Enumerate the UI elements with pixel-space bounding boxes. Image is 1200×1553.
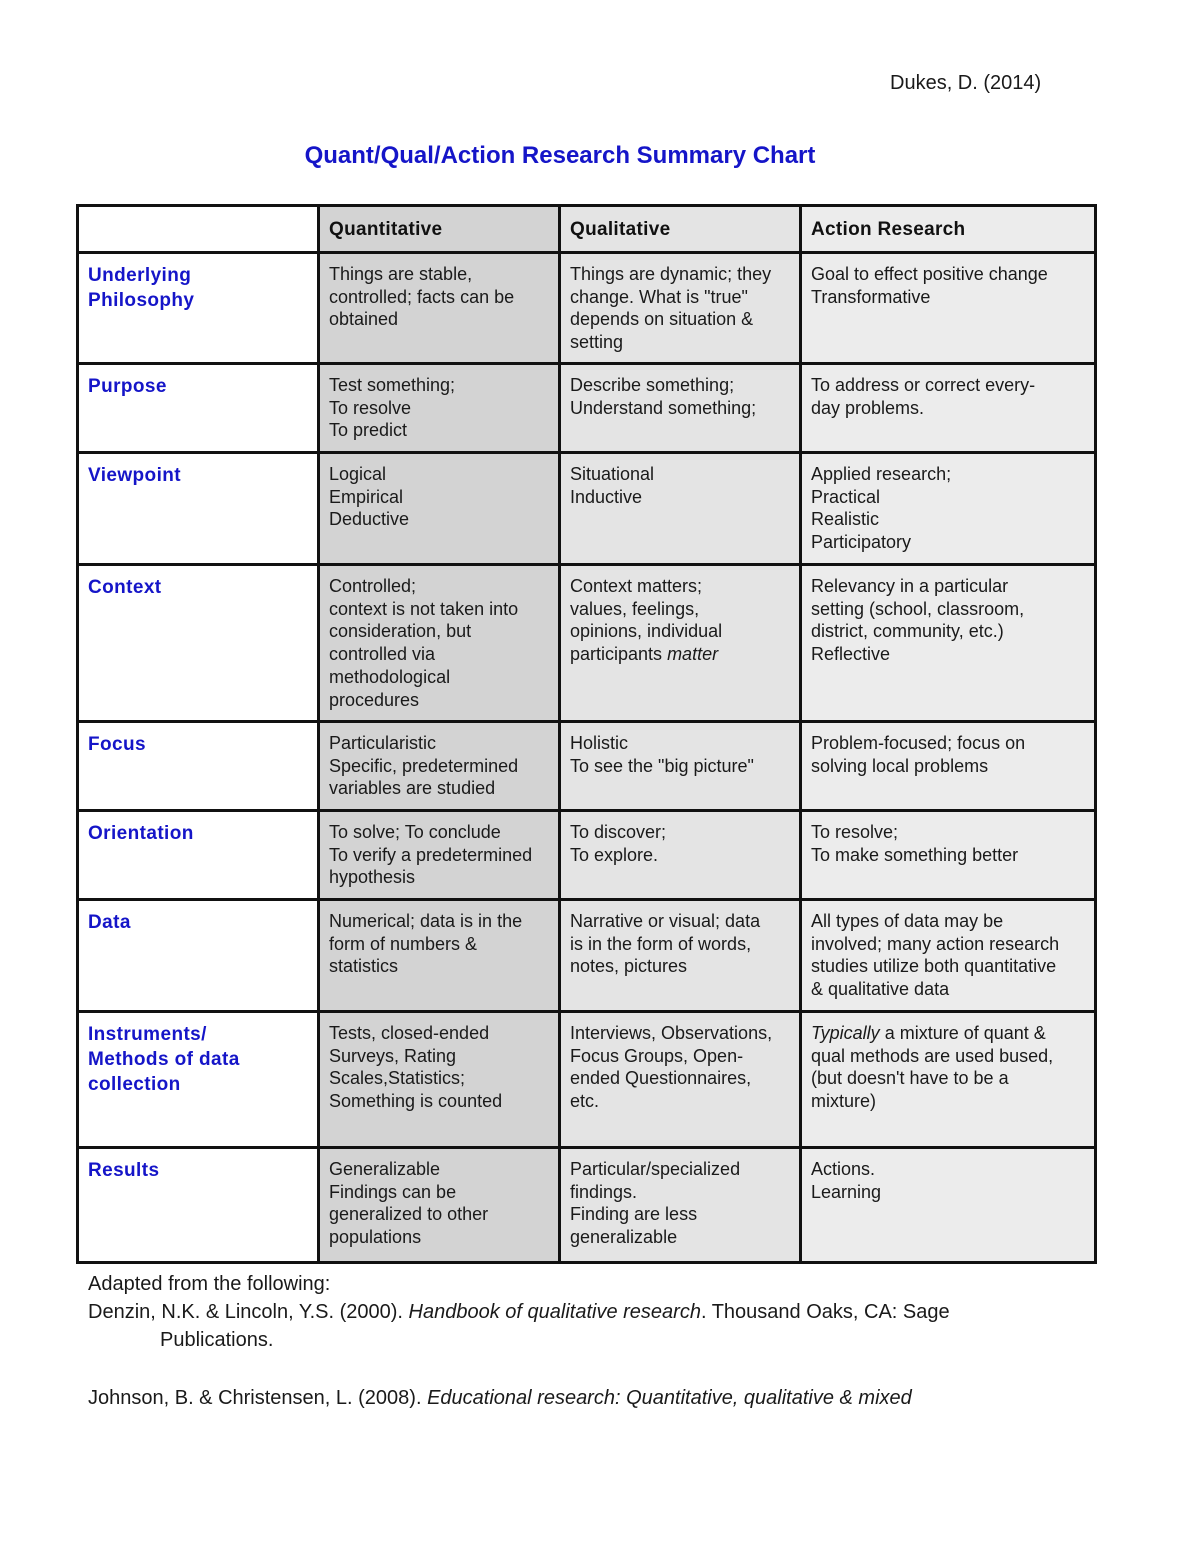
row-label-context [78,565,319,722]
reference-johnson [88,1384,1108,1412]
cell-line: Narrative or visual; data [570,911,761,931]
reference-denzin [88,1298,1108,1326]
table-row [78,722,1096,811]
cell-qualitative [560,811,801,900]
cell-action-research [801,722,1096,811]
cell-qualitative [560,253,801,364]
cell-line: Problem-focused; focus on [811,733,1026,753]
cell-line: Particularistic [329,733,437,753]
row-label-line: Instruments/ [88,1024,207,1045]
references-intro: Adapted from the following: [88,1273,331,1295]
reference-text: Johnson, B. & Christensen, L. (2008). [88,1387,428,1409]
cell-line: To see the "big picture" [570,755,754,776]
header-corner-cell [78,206,319,253]
cell-line: controlled via [329,644,436,665]
cell-line: populations [329,1227,422,1248]
summary-chart-table [76,204,1097,1264]
row-label-line: Philosophy [88,290,195,311]
cell-line: day problems. [811,397,925,418]
cell-italic-text: Typically [811,1023,880,1043]
cell-line: Specific, predetermined [329,755,519,776]
table-row [78,1148,1096,1263]
cell-line: studies utilize both quantitative [811,956,1057,977]
cell-line: procedures [329,689,420,710]
cell-line: To verify a predetermined [329,844,533,865]
cell-line: Goal to effect positive change [811,264,1048,284]
row-label-results [78,1148,319,1263]
cell-line: ended Questionnaires, [570,1068,752,1089]
row-label-line: collection [88,1074,181,1095]
cell-line: To make something better [811,844,1019,865]
row-label-data [78,900,319,1012]
reference-spacer [88,1354,1108,1384]
row-label-instruments-methods [78,1012,319,1148]
cell-line: Something is counted [329,1091,503,1112]
cell-text: a mixture of quant & [879,1023,1046,1043]
cell-line: Generalizable [329,1159,441,1179]
cell-line: solving local problems [811,755,989,776]
cell-line: To explore. [570,844,659,865]
cell-line: Tests, closed-ended [329,1023,490,1043]
cell-action-research [801,811,1096,900]
cell-line: Actions. [811,1159,876,1179]
cell-text: participants [570,644,668,665]
row-label-line: Focus [88,734,146,755]
cell-line: values, feelings, [570,598,700,619]
row-label-line: Underlying [88,265,192,286]
cell-italic-text: matter [667,644,719,665]
cell-line: Describe something; [570,375,735,395]
cell-line: generalized to other [329,1204,489,1225]
cell-line: Reflective [811,644,891,665]
header-quantitative: Quantitative [319,206,560,253]
row-label-line: Orientation [88,823,194,844]
cell-quantitative [319,811,560,900]
cell-line: Transformative [811,286,931,307]
cell-line: mixture) [811,1091,877,1112]
cell-line: setting (school, classroom, [811,598,1025,619]
cell-line: Things are dynamic; they [570,264,772,284]
header-qualitative: Qualitative [560,206,801,253]
references-section [88,1270,1108,1412]
cell-line: Inductive [570,486,643,507]
table-header-row [78,206,1096,253]
reference-text: Denzin, N.K. & Lincoln, Y.S. (2000). [88,1301,409,1323]
cell-line: Context matters; [570,576,703,596]
cell-line: form of numbers & [329,933,478,954]
cell-quantitative [319,364,560,453]
author-citation: Dukes, D. (2014) [890,72,1042,94]
table-row [78,453,1096,565]
cell-qualitative [560,1148,801,1263]
cell-line: involved; many action research [811,933,1060,954]
cell-line: Applied research; [811,464,952,484]
cell-action-research [801,364,1096,453]
cell-line: change. What is "true" [570,286,748,307]
cell-line: notes, pictures [570,956,688,977]
cell-line: generalizable [570,1227,678,1248]
row-label-orientation [78,811,319,900]
cell-line: setting [570,332,624,353]
row-label-focus [78,722,319,811]
header-action-research: Action Research [801,206,1096,253]
table-row [78,364,1096,453]
cell-action-research [801,900,1096,1012]
cell-line: Focus Groups, Open- [570,1045,744,1066]
cell-line: Surveys, Rating [329,1045,457,1066]
cell-line: Things are stable, [329,264,473,284]
row-label-line: Methods of data [88,1049,240,1070]
cell-qualitative [560,722,801,811]
table-row [78,253,1096,364]
reference-denzin-continued: Publications. [160,1329,274,1351]
cell-line: Particular/specialized [570,1159,741,1179]
cell-line: Learning [811,1181,882,1202]
row-label-line: Viewpoint [88,465,181,486]
cell-quantitative [319,565,560,722]
cell-line: To resolve; [811,822,899,842]
cell-line: To resolve [329,397,412,418]
cell-line: Practical [811,486,881,507]
cell-qualitative [560,900,801,1012]
cell-line: & qualitative data [811,979,950,1000]
cell-line: Numerical; data is in the [329,911,523,931]
cell-line: Relevancy in a particular [811,576,1009,596]
cell-line: All types of data may be [811,911,1004,931]
cell-line: (but doesn't have to be a [811,1068,1009,1089]
cell-line: Situational [570,464,655,484]
cell-quantitative [319,453,560,565]
cell-action-research [801,565,1096,722]
cell-action-research [801,253,1096,364]
reference-text: . Thousand Oaks, CA: Sage [700,1301,950,1323]
cell-line: Participatory [811,532,912,553]
cell-line: context is not taken into [329,598,519,619]
cell-line: consideration, but [329,621,472,642]
cell-line: To discover; [570,822,667,842]
cell-line: Realistic [811,509,880,530]
cell-line [570,643,791,666]
row-label-viewpoint [78,453,319,565]
cell-line: Test something; [329,375,456,395]
cell-line: Empirical [329,486,404,507]
row-label-purpose [78,364,319,453]
cell-action-research [801,453,1096,565]
cell-action-research [801,1012,1096,1148]
reference-book-title: Educational research: Quantitative, qualitative & mixed [427,1387,912,1409]
cell-action-research [801,1148,1096,1263]
cell-line [811,1022,1086,1045]
cell-line: methodological [329,666,451,687]
cell-line: opinions, individual [570,621,723,642]
cell-line: Logical [329,464,387,484]
table-row [78,565,1096,722]
cell-line: hypothesis [329,867,416,888]
cell-line: obtained [329,309,399,330]
cell-line: statistics [329,956,399,977]
cell-line: depends on situation & [570,309,754,330]
cell-quantitative [319,1012,560,1148]
table-row [78,900,1096,1012]
cell-quantitative [319,253,560,364]
cell-line: qual methods are used bused, [811,1045,1054,1066]
table-row [78,811,1096,900]
cell-line: findings. [570,1181,638,1202]
cell-qualitative [560,565,801,722]
cell-line: Deductive [329,509,410,530]
page-title: Quant/Qual/Action Research Summary Chart [304,142,816,169]
cell-line: variables are studied [329,778,496,799]
cell-quantitative [319,900,560,1012]
row-label-line: Data [88,912,131,933]
row-label-line: Purpose [88,376,167,397]
cell-line: Interviews, Observations, [570,1023,773,1043]
row-label-line: Context [88,577,162,598]
reference-book-title: Handbook of qualitative research [408,1301,701,1323]
cell-line: Scales,Statistics; [329,1068,466,1089]
cell-line: Findings can be [329,1181,457,1202]
cell-quantitative [319,1148,560,1263]
row-label-underlying-philosophy [78,253,319,364]
cell-line: is in the form of words, [570,933,752,954]
cell-line: district, community, etc.) [811,621,1004,642]
cell-qualitative [560,453,801,565]
row-label-line: Results [88,1160,160,1181]
cell-quantitative [319,722,560,811]
cell-line: To address or correct every- [811,375,1036,395]
cell-line: Finding are less [570,1204,698,1225]
cell-line: controlled; facts can be [329,286,515,307]
table-row [78,1012,1096,1148]
cell-line: Controlled; [329,576,417,596]
cell-qualitative [560,1012,801,1148]
cell-qualitative [560,364,801,453]
cell-line: To solve; To conclude [329,822,501,842]
cell-line: Holistic [570,733,629,753]
cell-line: etc. [570,1091,600,1112]
cell-line: To predict [329,420,408,441]
cell-line: Understand something; [570,397,757,418]
